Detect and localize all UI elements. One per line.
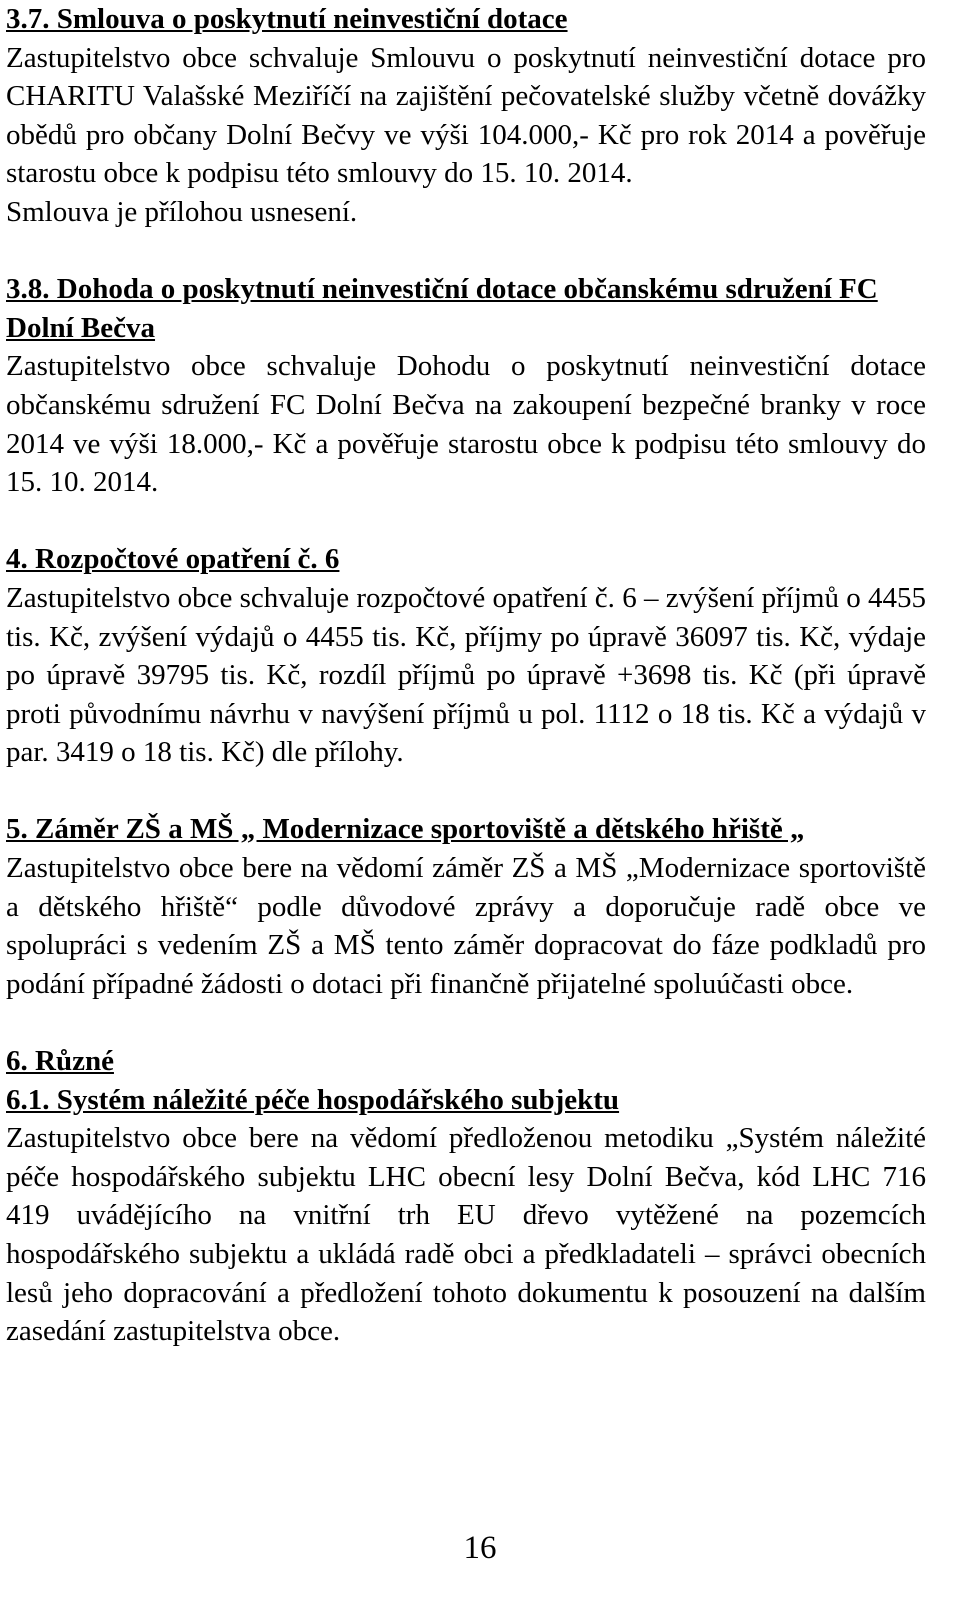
section-paragraph: Zastupitelstvo obce schvaluje Smlouvu o poskytnutí neinvestiční dotace pro CHARITU Valašské Meziříčí na zajištění pečovatelské služby včetně dovážky obědů pro občany Dolní Bečvy ve výši 104.000,- Kč pro rok 2014 a pověřuje starostu obce k podpisu této smlouvy do 15. 10. 2014. — [6, 41, 926, 190]
section-3-7 — [6, 0, 926, 232]
section-paragraph: Zastupitelstvo obce bere na vědomí předloženou metodiku „Systém náležité péče hospodářského subjektu LHC obecní lesy Dolní Bečva, kód LHC 716 419 uvádějícího na vnitřní trh EU dřevo vytěžené na pozemcích hospodářského subjektu a ukládá radě obci a předkladateli – správci obecních lesů jeho dopracování a předložení tohoto dokumentu k posouzení na dalším zasedání zastupitelstva obce. — [6, 1122, 926, 1348]
section-heading: 6. Různé — [6, 1045, 114, 1078]
section-4 — [6, 540, 926, 772]
document-page — [6, 0, 926, 1351]
section-note: Smlouva je přílohou usnesení. — [6, 195, 358, 228]
section-6 — [6, 1042, 926, 1351]
spacer — [6, 502, 926, 541]
section-heading: 4. Rozpočtové opatření č. 6 — [6, 543, 340, 576]
section-paragraph: Zastupitelstvo obce bere na vědomí záměr ZŠ a MŠ „Modernizace sportoviště a dětského hřiště“ podle důvodové zprávy a doporučuje radě obce ve spolupráci s vedením ZŠ a MŠ tento záměr dopracovat do fáze podkladů pro podání případné žádosti o dotaci při finančně přijatelné spoluúčasti obce. — [6, 852, 926, 1000]
spacer — [6, 232, 926, 271]
spacer — [6, 1003, 926, 1042]
section-heading: 5. Záměr ZŠ a MŠ „ Modernizace sportoviště a dětského hřiště „ — [6, 813, 805, 846]
section-paragraph: Zastupitelstvo obce schvaluje Dohodu o poskytnutí neinvestiční dotace občanskému sdružení FC Dolní Bečva na zakoupení bezpečné branky v roce 2014 ve výši 18.000,- Kč a pověřuje starostu obce k podpisu této smlouvy do 15. 10. 2014. — [6, 350, 926, 499]
section-5 — [6, 810, 926, 1003]
page-number: 16 — [463, 1530, 497, 1566]
section-heading: 3.8. Dohoda o poskytnutí neinvestiční dotace občanskému sdružení FC Dolní Bečva — [6, 273, 878, 344]
spacer — [6, 772, 926, 811]
section-subheading: 6.1. Systém náležité péče hospodářského subjektu — [6, 1083, 620, 1116]
section-3-8 — [6, 270, 926, 502]
section-heading: 3.7. Smlouva o poskytnutí neinvestiční dotace — [6, 3, 568, 35]
section-paragraph: Zastupitelstvo obce schvaluje rozpočtové opatření č. 6 – zvýšení příjmů o 4455 tis. Kč, zvýšení výdajů o 4455 tis. Kč, příjmy po úpravě 36097 tis. Kč, výdaje po úpravě 39795 tis. Kč, rozdíl příjmů po úpravě +3698 tis. Kč (při úpravě proti původnímu návrhu v navýšení příjmů u pol. 1112 o 18 tis. Kč a výdajů v par. 3419 o 18 tis. Kč) dle přílohy. — [6, 581, 926, 769]
